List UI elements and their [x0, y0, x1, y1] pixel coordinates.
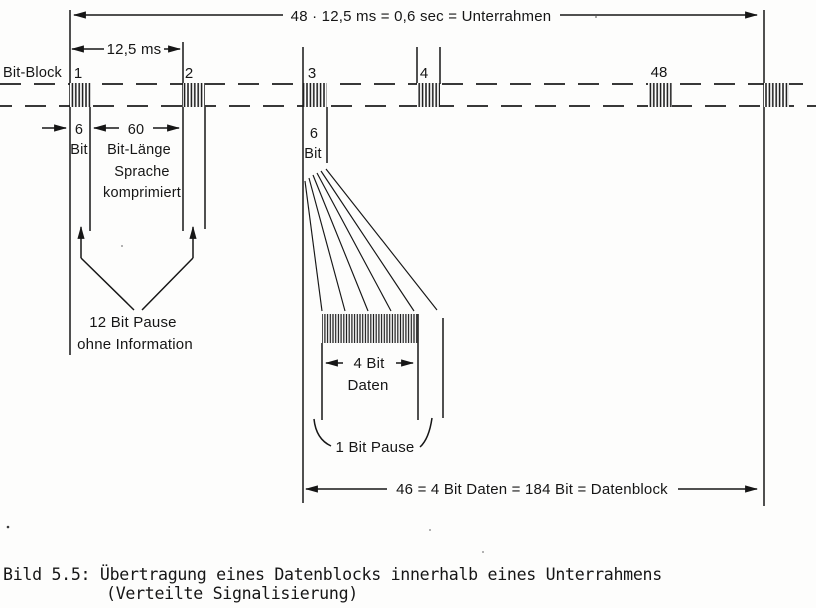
speech-length-line2: Sprache — [114, 164, 170, 180]
fan-line — [313, 175, 368, 311]
figure-caption — [3, 565, 662, 603]
block-number-3: 3 — [307, 65, 317, 82]
pause-leader-left — [81, 258, 134, 310]
timeline-rails — [0, 84, 816, 106]
bit-block-4 — [417, 83, 440, 107]
scan-speck — [595, 16, 597, 18]
block1-bit-dimensions — [42, 122, 181, 201]
detail-dim-unit: Daten — [347, 377, 389, 394]
detail-dim-value: 4 Bit — [353, 355, 385, 372]
detail-block-hatch — [322, 314, 418, 343]
block-interval-label: 12,5 ms — [106, 41, 162, 58]
speech-length-value: 60 — [127, 122, 145, 138]
block-number-4: 4 — [419, 65, 429, 82]
block3-bits-unit: Bit — [304, 146, 322, 162]
fan-line — [321, 171, 414, 311]
detail-pause-label: 1 Bit Pause — [335, 439, 415, 456]
speech-length-line1: Bit-Länge — [107, 142, 171, 158]
top-dimension — [74, 8, 757, 25]
bottom-dimension — [306, 481, 757, 498]
block-number-1: 1 — [73, 65, 83, 82]
subframe-duration-label: 48 · 12,5 ms = 0,6 sec = Unterrahmen — [290, 8, 552, 25]
bit-block-1 — [70, 83, 91, 107]
bit-block-next-subframe — [764, 83, 789, 107]
pause-leader-right — [142, 258, 193, 310]
block1-bits-value: 6 — [74, 122, 84, 138]
block-numbers — [3, 64, 667, 82]
fan-line — [305, 181, 322, 311]
pause-label-line2: ohne Information — [77, 336, 193, 353]
caption-line1: Bild 5.5: Übertragung eines Datenblocks innerhalb eines Unterrahmens — [3, 565, 662, 584]
pause-bracket-right — [420, 418, 432, 447]
bit-block-48 — [648, 83, 672, 107]
scan-speck — [7, 526, 10, 529]
caption-line2: (Verteilte Signalisierung) — [106, 584, 358, 603]
bit-block-label: Bit-Block — [3, 65, 63, 81]
block1-bits-unit: Bit — [70, 142, 88, 158]
scan-speck — [482, 551, 484, 553]
scan-speck — [429, 529, 431, 531]
fan-line — [317, 173, 391, 311]
datablock-dimension-label: 46 = 4 Bit Daten = 184 Bit = Datenblock — [396, 481, 668, 498]
block3-bits-value: 6 — [309, 126, 319, 142]
scan-speck — [121, 245, 123, 247]
pause-annotation — [77, 227, 193, 353]
block3-bit-label — [304, 126, 322, 162]
scan-noise — [7, 16, 597, 553]
bit-block-detail — [314, 314, 443, 456]
block-number-2: 2 — [184, 65, 194, 82]
bit-block-2 — [183, 83, 205, 107]
fan-line — [326, 169, 437, 310]
bit-block-3 — [303, 83, 327, 107]
pause-bracket-left — [314, 419, 331, 446]
block-interval-dimension — [72, 41, 180, 58]
magnifier-fan-lines — [305, 169, 437, 311]
bit-blocks — [70, 83, 789, 107]
pause-label-line1: 12 Bit Pause — [89, 314, 177, 331]
block-number-48: 48 — [650, 64, 668, 81]
speech-length-line3: komprimiert — [103, 185, 181, 201]
fan-line — [309, 178, 345, 311]
